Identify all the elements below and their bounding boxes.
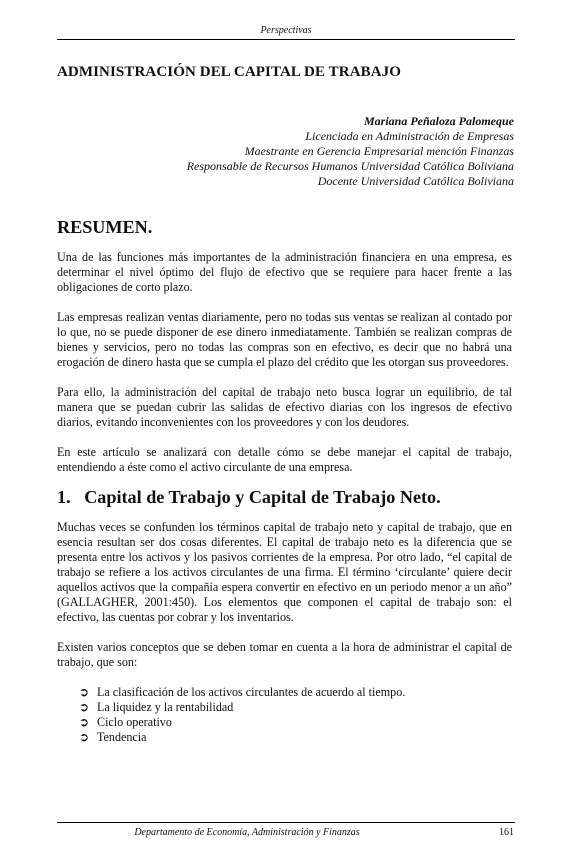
footer-rule — [57, 822, 515, 823]
abstract-paragraph: Una de las funciones más importantes de la administración financiera en una empresa, es determinar el nivel óptimo del flujo de efectivo que se requiere para hacer frente a las obligaciones de corto plazo. — [57, 250, 512, 294]
page-number: 161 — [499, 827, 514, 838]
concept-list — [79, 685, 512, 745]
abstract-paragraph: En este artículo se analizará con detalle cómo se debe manejar el capital de trabajo, entendiendo a éste como el activo circulante de una empresa. — [57, 445, 512, 474]
arrow-bullet-icon: ➲ — [79, 715, 90, 729]
author-credential: Licenciada en Administración de Empresas — [305, 129, 514, 143]
author-credential: Maestrante en Gerencia Empresarial mención Finanzas — [244, 144, 514, 158]
arrow-bullet-icon: ➲ — [79, 730, 90, 744]
list-item: ➲ Tendencia — [79, 730, 147, 744]
section-heading: 1. Capital de Trabajo y Capital de Trabajo Neto. — [57, 487, 441, 507]
author-block — [187, 114, 514, 189]
abstract-paragraph: Las empresas realizan ventas diariamente, pero no todas sus ventas se realizan al contado por lo que, no se puede disponer de ese dinero inmediatamente. También se realizan compras de bienes y servicios, pero no todas las compras son en efectivo, es decir que no habrá una erogación de dinero hasta que se cumpla el plazo del crédito que les otorgan sus proveedores. — [57, 310, 512, 369]
author-credential: Responsable de Recursos Humanos Universidad Católica Boliviana — [186, 159, 514, 173]
author-credential: Docente Universidad Católica Boliviana — [317, 174, 514, 188]
footer-department: Departamento de Economía, Administración y Finanzas — [134, 827, 360, 838]
section-paragraph: Muchas veces se confunden los términos capital de trabajo neto y capital de trabajo, que en esencia resultan ser dos cosas diferentes. El capital de trabajo neto es la diferencia que se presenta entre los activos y los pasivos corrientes de la empresa. Por otro lado, “el capital de trabajo se refiere a los activos circulantes de una firma. El término ‘circulante’ quiere decir aquellos activos que la compañía espera convertir en efectivo en un periodo menor a un año” (GALLAGHER, 2001:450). Los elementos que componen el capital de trabajo son: el efectivo, las cuentas por cobrar y los inventarios. — [57, 520, 512, 624]
arrow-bullet-icon: ➲ — [79, 685, 90, 699]
list-item: ➲ La clasificación de los activos circulantes de acuerdo al tiempo. — [79, 685, 406, 699]
author-name: Mariana Peñaloza Palomeque — [363, 114, 514, 128]
article-title: ADMINISTRACIÓN DEL CAPITAL DE TRABAJO — [57, 64, 402, 80]
arrow-bullet-icon: ➲ — [79, 700, 90, 714]
running-header: Perspectivas — [260, 25, 312, 36]
article-body — [57, 217, 512, 745]
abstract-heading: RESUMEN. — [57, 217, 153, 237]
section-paragraph: Existen varios conceptos que se deben tomar en cuenta a la hora de administrar el capital de trabajo, que son: — [57, 640, 512, 669]
abstract-paragraph: Para ello, la administración del capital de trabajo neto busca lograr un equilibrio, de tal manera que se puedan cubrir las salidas de efectivo diarias con los ingresos de efectivo diarios, evitando inconvenientes con los proveedores y con los deudores. — [57, 385, 512, 429]
list-item: ➲ La liquidez y la rentabilidad — [79, 700, 234, 714]
header-rule — [57, 39, 515, 40]
list-item: ➲ Ciclo operativo — [79, 715, 172, 729]
